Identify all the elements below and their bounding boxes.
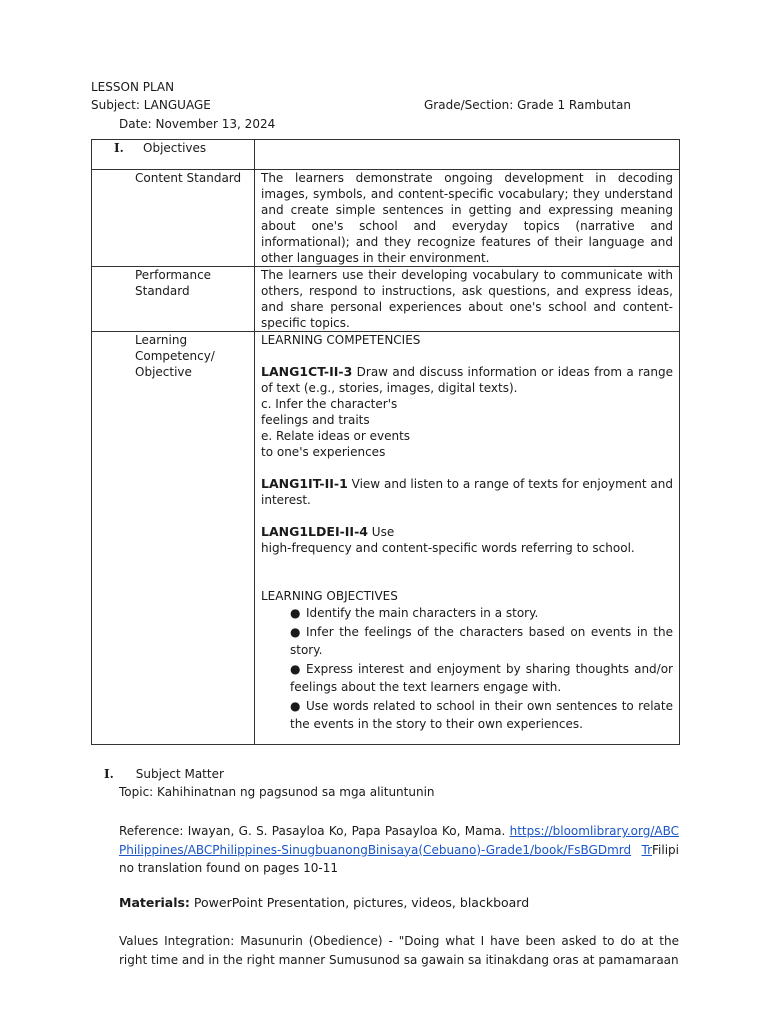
values-integration: Values Integration: Masunurin (Obedience) - "Doing what I have been asked to do at the right time and in the right manner Sumusunod sa gawain sa itinakdang oras at pamamaraan	[119, 934, 679, 967]
competency-3-code: LANG1LDEI-II-4	[261, 524, 368, 539]
objectives-roman: I.	[114, 141, 124, 155]
subject-line: Subject: LANGUAGE	[91, 98, 211, 112]
competency-2-code: LANG1IT-II-1	[261, 476, 348, 491]
learning-competency-cell	[255, 332, 680, 745]
competency-1: LANG1CT-II-3 Draw and discuss information or ideas from a range of text (e.g., stories, images, digital texts).	[261, 364, 673, 395]
competency-1-item-c-cont: feelings and traits	[261, 413, 370, 427]
competencies-heading: LEARNING COMPETENCIES	[261, 333, 421, 347]
subject-matter-heading-line	[104, 767, 224, 781]
grade-section-line: Grade/Section: Grade 1 Rambutan	[424, 98, 631, 112]
list-item: ● Express interest and enjoyment by sharing thoughts and/or feelings about the text learners engage with.	[290, 661, 673, 694]
subject-matter-heading: Subject Matter	[135, 767, 224, 781]
objectives-row	[92, 140, 680, 170]
competency-1-item-e-cont: to one's experiences	[261, 445, 386, 459]
reference-paragraph: Reference: Iwayan, G. S. Pasayloa Ko, Papa Pasayloa Ko, Mama. https://bloomlibrary.org/ABCPhilippines/ABCPhilippines-SinugbuanongBinisaya(Cebuano)-Grade1/book/FsBGDmrd TrFilipino translation found on pages 10-11	[119, 824, 679, 875]
performance-standard-text: The learners use their developing vocabulary to communicate with others, respond to instructions, ask questions, and express ideas, and share personal experiences about one's school and content-specific topics.	[255, 267, 680, 332]
objectives-heading: Objectives	[143, 141, 207, 155]
objectives-empty-cell	[255, 140, 680, 170]
competency-3: LANG1LDEI-II-4 Use	[261, 524, 395, 539]
competency-1-item-e: e. Relate ideas or events	[261, 429, 411, 443]
reference-link[interactable]: https://bloomlibrary.org/ABCPhilippines/ABCPhilippines-SinugbuanongBinisaya(Cebuano)-Grade1/book/FsBGDmrd	[119, 824, 679, 857]
materials-line: Materials: PowerPoint Presentation, pictures, videos, blackboard	[119, 895, 530, 910]
list-item: ● Infer the feelings of the characters based on events in the story.	[290, 624, 673, 657]
topic-line: Topic: Kahihinatnan ng pagsunod sa mga alituntunin	[119, 785, 435, 799]
lesson-plan-title: LESSON PLAN	[91, 80, 175, 94]
content-standard-label: Content Standard	[92, 170, 255, 267]
competency-1-code: LANG1CT-II-3	[261, 364, 353, 379]
date-line: Date: November 13, 2024	[119, 117, 276, 131]
list-item: ● Identify the main characters in a story.	[290, 606, 539, 620]
content-standard-text: The learners demonstrate ongoing development in decoding images, symbols, and content-specific vocabulary; they understand and create simple sentences in getting and expressing meaning about one's school and everyday topics (narrative and informational); and they recognize features of their language and other languages in their environment.	[255, 170, 680, 267]
reference-link-2[interactable]: Tr	[641, 842, 653, 857]
objectives-table	[91, 139, 680, 745]
competency-1-item-c: c. Infer the character's	[261, 397, 398, 411]
competency-3-cont: high-frequency and content-specific words referring to school.	[261, 541, 635, 555]
performance-standard-label: Performance Standard	[92, 267, 255, 332]
performance-standard-row	[92, 267, 680, 332]
objectives-heading-cell	[92, 140, 255, 170]
content-standard-row	[92, 170, 680, 267]
learning-competency-row	[92, 332, 680, 745]
competency-2: LANG1IT-II-1 View and listen to a range of texts for enjoyment and interest.	[261, 476, 673, 507]
list-item: ● Use words related to school in their own sentences to relate the events in the story to their own experiences.	[290, 698, 673, 731]
learning-competency-label: Learning Competency/ Objective	[92, 332, 255, 745]
learning-objectives-list	[261, 604, 673, 734]
materials-label: Materials:	[119, 895, 190, 910]
learning-objectives-heading: LEARNING OBJECTIVES	[261, 589, 398, 603]
subject-matter-roman: I.	[104, 767, 114, 781]
